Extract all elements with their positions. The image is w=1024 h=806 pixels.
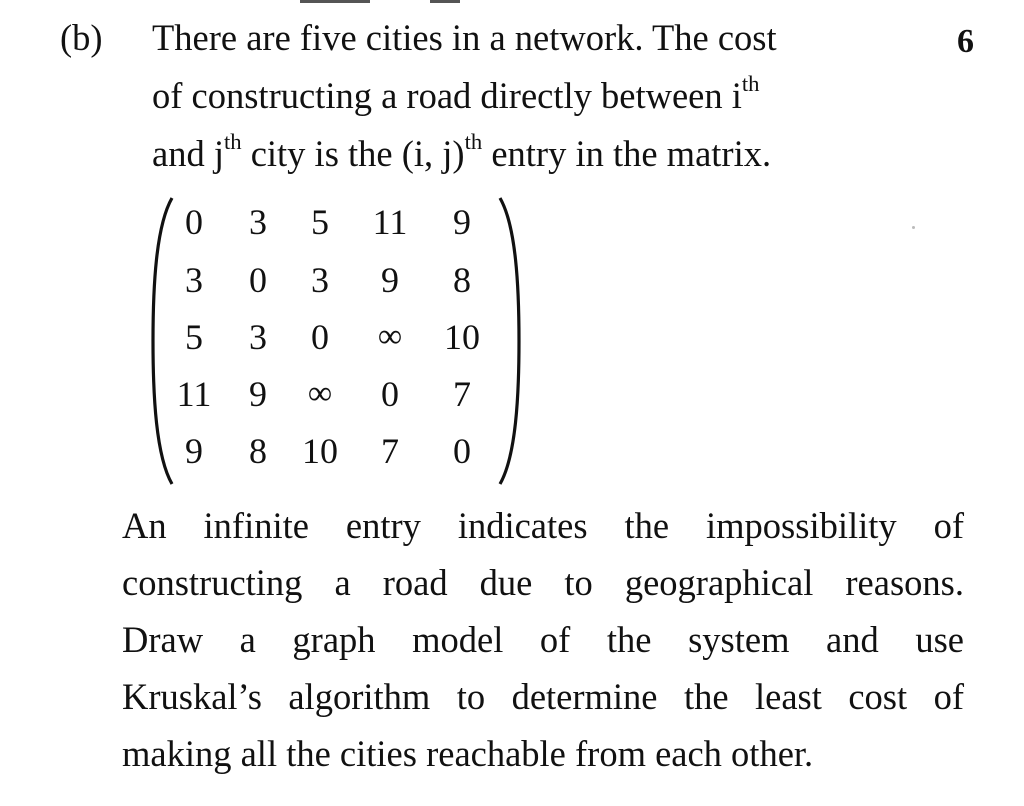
matrix-cell: 9 xyxy=(249,374,267,414)
matrix-cell: 0 xyxy=(381,374,399,414)
matrix-cell: 7 xyxy=(453,374,471,414)
matrix-cell: 5 xyxy=(185,317,203,357)
matrix-cell: 11 xyxy=(372,202,408,242)
superscript-th: th xyxy=(464,129,483,155)
superscript-th: th xyxy=(223,129,242,155)
matrix-cell: 0 xyxy=(311,317,329,357)
cropped-text-fragment xyxy=(430,0,460,3)
superscript-th: th xyxy=(741,71,760,97)
speck xyxy=(912,226,915,229)
matrix-cell: 10 xyxy=(444,317,480,357)
matrix-cell: 9 xyxy=(381,260,399,300)
matrix-cell: ∞ xyxy=(377,318,403,355)
matrix-cell: 3 xyxy=(249,317,267,357)
matrix-cell: 11 xyxy=(176,374,212,414)
statement-text-1: There are five cities in a network. The cost xyxy=(152,17,777,58)
matrix-cell: 7 xyxy=(381,431,399,471)
paragraph-line-2: constructing a road due to geographical reasons. xyxy=(122,562,964,603)
matrix-cell: ∞ xyxy=(307,375,333,412)
matrix-cell: 3 xyxy=(249,202,267,242)
matrix-cell: 3 xyxy=(311,260,329,300)
question-marks: 6 xyxy=(957,23,974,60)
matrix-cell: 8 xyxy=(249,431,267,471)
statement-text-2: of constructing a road directly between i xyxy=(152,75,742,116)
matrix-cell: 0 xyxy=(185,202,203,242)
paragraph-line-1: An infinite entry indicates the impossibility of xyxy=(122,505,964,546)
matrix-cell: 10 xyxy=(302,431,338,471)
matrix-cell: 8 xyxy=(453,260,471,300)
matrix-cell: 5 xyxy=(311,202,329,242)
paragraph-line-4: Kruskal’s algorithm to determine the least cost of xyxy=(122,676,964,717)
matrix-cell: 9 xyxy=(453,202,471,242)
statement-text-3a: and j xyxy=(152,133,224,174)
matrix-cell: 0 xyxy=(249,260,267,300)
paragraph-line-5: making all the cities reachable from each other. xyxy=(122,733,814,774)
matrix-cell: 3 xyxy=(185,260,203,300)
statement-line-3 xyxy=(152,129,772,174)
matrix-cell: 9 xyxy=(185,431,203,471)
paragraph-line-3: Draw a graph model of the system and use xyxy=(122,619,964,660)
statement-text-3c: entry in the matrix. xyxy=(482,133,772,174)
right-parenthesis xyxy=(496,196,522,486)
cropped-text-fragment xyxy=(300,0,370,3)
question-label: (b) xyxy=(60,17,103,58)
cost-matrix xyxy=(150,194,522,488)
statement-text-3b: city is the (i, j) xyxy=(241,133,465,174)
matrix-cell: 0 xyxy=(453,431,471,471)
statement-line-1 xyxy=(152,18,777,58)
statement-line-2 xyxy=(152,71,760,116)
